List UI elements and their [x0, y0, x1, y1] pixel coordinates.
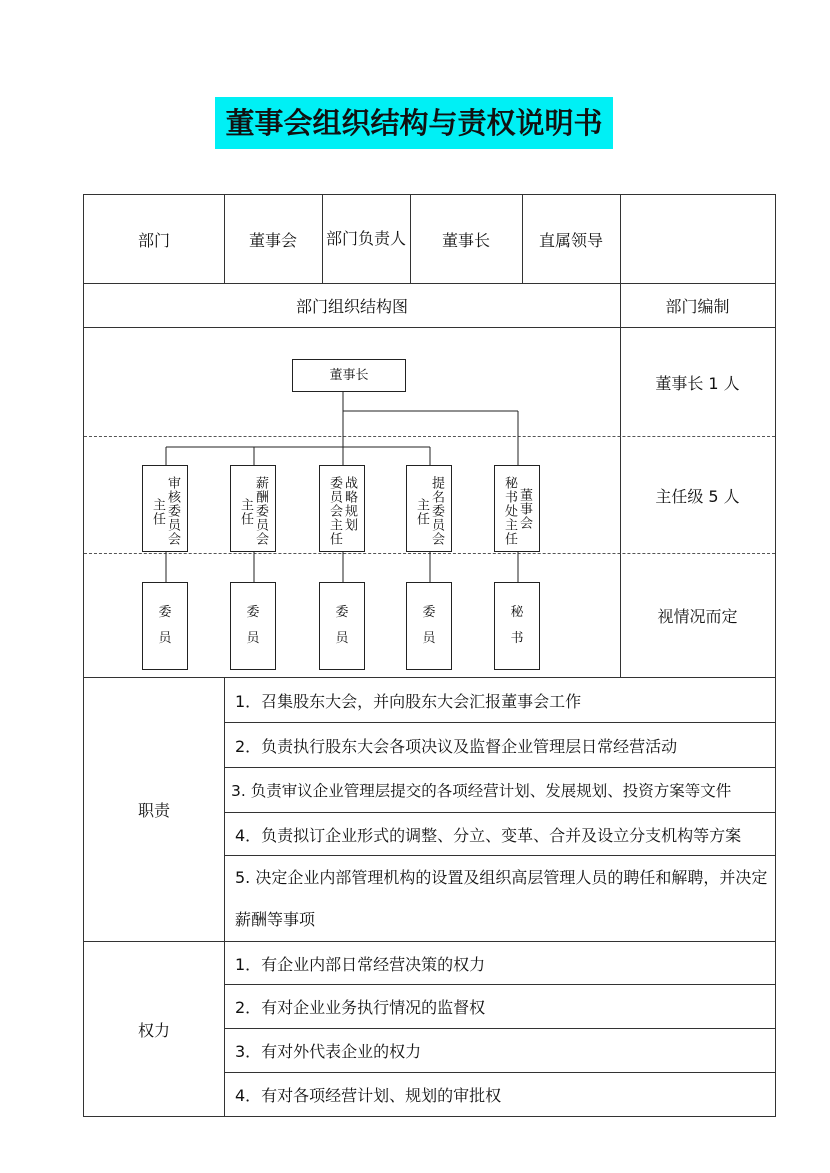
responsibility-table — [83, 194, 776, 1117]
dept-label: 部门 — [137, 230, 170, 250]
power-item: 4．有对各项经营计划、规划的审批权 — [235, 1086, 502, 1105]
org-node-board-secretariat: 董事会 秘书处主任 — [494, 465, 540, 552]
head-label: 部门负责人 — [326, 229, 407, 248]
power-item: 2．有对企业业务执行情况的监督权 — [235, 998, 486, 1017]
org-node-audit-committee: 审核委员会 主任 — [142, 465, 188, 552]
staffing-members: 视情况而定 — [657, 607, 738, 626]
org-node-compensation-committee: 薪酬委员会 主任 — [230, 465, 276, 552]
org-node-strategy-committee: 战略规划 委员会主任 — [319, 465, 365, 552]
org-node-member: 委 员 — [142, 582, 188, 670]
leader-label: 直属领导 — [538, 230, 603, 250]
duty-item: 2．负责执行股东大会各项决议及监督企业管理层日常经营活动 — [235, 736, 678, 756]
org-node-nomination-committee: 提名委员会 主任 — [406, 465, 452, 552]
staffing-label: 部门编制 — [665, 297, 730, 316]
duty-item: 5. 决定企业内部管理机构的设置及组织高层管理人员的聘任和解聘，并决定薪酬等事项 — [235, 867, 768, 929]
duty-item: 3. 负责审议企业管理层提交的各项经营计划、发展规划、投资方案等文件 — [231, 782, 732, 800]
powers-list — [225, 942, 775, 1116]
org-node-chairman: 董事长 — [292, 359, 406, 392]
head-value: 董事长 — [441, 230, 490, 250]
powers-label: 权力 — [137, 1020, 170, 1040]
power-item: 3．有对外代表企业的权力 — [235, 1042, 422, 1061]
document-title: 董事会组织结构与责权说明书 — [215, 97, 613, 149]
duties-list — [225, 678, 775, 941]
org-node-member: 委 员 — [406, 582, 452, 670]
org-chart — [84, 195, 620, 677]
staffing-directors: 主任级 5 人 — [655, 486, 740, 506]
org-node-member: 委 员 — [230, 582, 276, 670]
staffing-chairman: 董事长 1 人 — [655, 373, 740, 393]
chart-label: 部门组织结构图 — [295, 297, 408, 316]
duty-item: 4．负责拟订企业形式的调整、分立、变革、合并及设立分支机构等方案 — [235, 825, 742, 845]
duty-item: 1．召集股东大会，并向股东大会汇报董事会工作 — [235, 691, 582, 711]
leader-value — [620, 195, 775, 283]
org-node-member: 委 员 — [319, 582, 365, 670]
dept-value: 董事会 — [248, 230, 297, 250]
duties-label: 职责 — [137, 801, 170, 820]
org-node-secretary: 秘 书 — [494, 582, 540, 670]
power-item: 1．有企业内部日常经营决策的权力 — [235, 954, 486, 974]
